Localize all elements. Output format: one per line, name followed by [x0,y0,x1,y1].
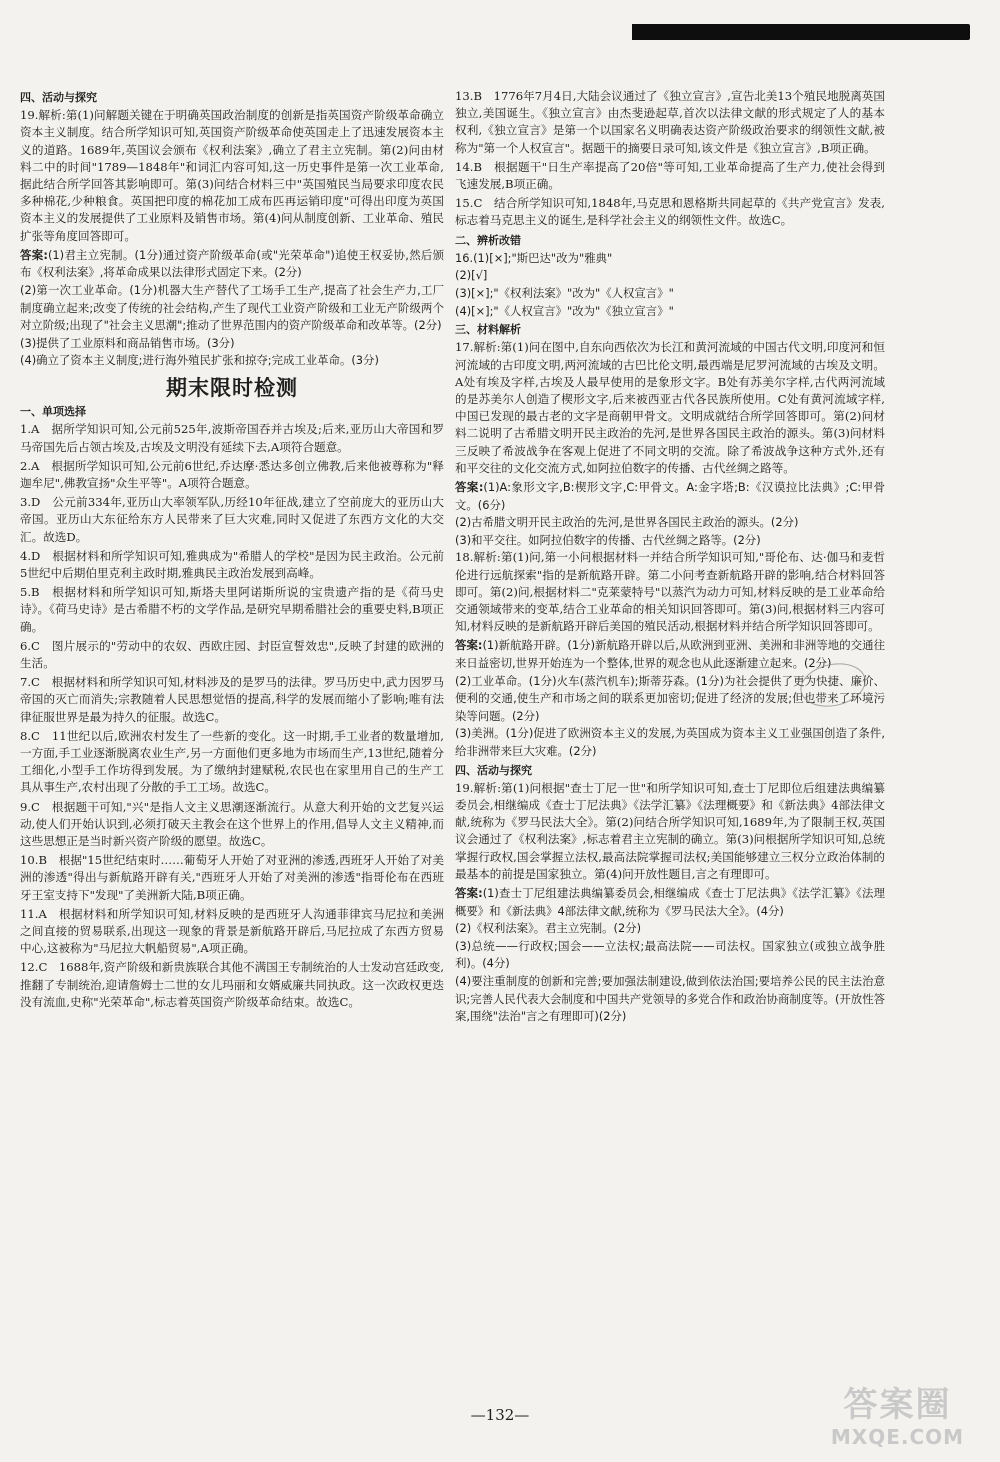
mc-item: 5.B 根据材料和所学知识可知,斯塔夫里阿诺斯所说的宝贵遗产指的是《荷马史诗》。《荷马史诗》是古希腊不朽的文学作品,是研究早期希腊社会的重要史料,B项正确。 [20,585,444,634]
right-column [455,88,885,1026]
judge-line: (2)[√] [455,268,488,283]
exam-title: 期末限时检测 [166,375,298,400]
mc-item: 3.D 公元前334年,亚历山大率领军队,历经10年征战,建立了空前庞大的亚历山大帝国。亚历山大东征给东方人民带来了巨大灾难,同时又促进了东西方文化的大交汇。故选D。 [20,495,444,544]
answer-line: (1)新航路开辟。(1分)新航路开辟以后,从欧洲到亚洲、美洲和非洲等地的交通往来日益密切,世界开始连为一个整体,世界的观念也从此逐渐建立起来。(2分) [455,638,885,671]
section-heading-activity-right: 四、活动与探究 [455,763,532,777]
answer-label: 答案: [455,886,483,900]
page-number: —132— [470,1406,530,1424]
q19-analysis-right: 19.解析:第(1)问根据"查士丁尼一世"和所学知识可知,查士丁尼即位后组建法典编纂委员会,相继编成《查士丁尼法典》《法学汇纂》《法理概要》和《新法典》4部法律文献,统称为《罗马民法大全》。第(2)问结合所学知识可知,1689年,为了限制王权,英国议会通过了《权利法案》,标志着君主立宪制的确立。第(3)问根据所学知识可知,总统掌握行政权,国会掌握立法权,最高法院掌握司法权;美国能够建立三权分立政治体制的最基本的前提是国家独立。第(4)问开放性题目,言之有理即可。 [455,780,885,881]
q18-analysis: 18.解析:第(1)问,第一小问根据材料一并结合所学知识可知,"哥伦布、达·伽马和麦哲伦进行远航探索"指的是新航路开辟。第二小问考查新航路开辟的影响,结合材料回答即可。第(2)问,根据材料二"克莱蒙特号"以蒸汽为动力可知,材料反映的是工业革命给交通领域带来的变革,结合工业革命的相关知识回答即可。第(3)问,根据材料三内容可知,材料反映的是新航路开辟后美国的殖民活动,根据材料并结合所学知识回答即可。 [455,550,885,634]
section-heading-material: 三、材料解析 [455,323,521,337]
judge-line: (4)[×];"《人权宣言》"改为"《独立宣言》" [455,303,674,318]
answer-line: (3)和平交往。如阿拉伯数字的传播、古代丝绸之路等。(2分) [455,532,761,547]
answer-line: (2)工业革命。(1分)火车(蒸汽机车);斯蒂芬森。(1分)为社会提供了更为快捷、廉价、便利的交通,使生产和市场之间的联系更加密切;促进了经济的发展;但也带来了环境污染等问题。(2分) [455,673,885,723]
answer-line: (4)确立了资本主义制度;进行海外殖民扩张和掠夺;完成工业革命。(3分) [20,353,379,368]
mc-item: 1.A 据所学知识可知,公元前525年,波斯帝国吞并古埃及;后来,亚历山大帝国和罗马帝国先后占领古埃及,古埃及文明没有延续下去,A项符合题意。 [20,422,444,454]
q17-answer [455,479,885,549]
mc-item: 6.C 图片展示的"劳动中的农奴、西欧庄园、封臣宣誓效忠",反映了封建的欧洲的生活。 [20,638,444,671]
judge-line: 16.(1)[×];"斯巴达"改为"雅典" [455,250,613,265]
mc-item: 2.A 根据所学知识可知,公元前6世纪,乔达摩·悉达多创立佛教,后来他被尊称为"释迦牟尼",佛教宣扬"众生平等"。A项符合题意。 [20,458,444,490]
mc-item: 9.C 根据题干可知,"兴"是指人文主义思潮逐渐流行。从意大利开始的文艺复兴运动,使人们开始认识到,必须打破天主教会在这个世界上的作用,倡导人文主义精神,而这些思想正是当时新兴资产阶级的愿望。故选C。 [20,799,444,849]
watermark-logo-text: 答案圈 [843,1385,952,1425]
site-watermark [815,1385,980,1455]
section-heading-activity: 四、活动与探究 [20,91,97,104]
mc-item: 10.B 根据"15世纪结束时……葡萄牙人开始了对亚洲的渗透,西班牙人开始了对美洲的渗透"得出与新航路开辟有关,"西班牙人开始了对美洲的渗透"指哥伦布在西班牙王室支持下"发现"了美洲新大陆,B项正确。 [20,853,444,902]
answer-line: (3)美洲。(1分)促进了欧洲资本主义的发展,为英国成为资本主义工业强国创造了条件,给非洲带来巨大灾难。(2分) [455,726,885,758]
left-column [20,88,444,1013]
judge-line: (3)[×];"《权利法案》"改为"《人权宣言》" [455,286,674,301]
answer-line: (1)A:象形文字,B:楔形文字,C:甲骨文。A:金字塔;B:《汉谟拉比法典》;C:甲骨文。(6分) [455,480,885,512]
answer-label: 答案: [455,480,484,495]
answer-label: 答案: [455,638,483,653]
q19-analysis: 19.解析:第(1)问解题关键在于明确英国政治制度的创新是指英国资产阶级革命确立资本主义制度。结合所学知识可知,英国资产阶级革命使英国走上了迅速发展资本主义的道路。1689年,英国议会颁布《权利法案》,确立了君主立宪制。第(2)问由材料二中的时间"1789—1848年"和词汇内容可知,这一历史事件是第一次工业革命,据此结合所学回答其影响即可。第(3)问结合材料三中"英国殖民当局要求印度农民多种棉花,少种粮食。英国把印度的棉花加工成布匹再运销印度"可得出印度为英国资本主义的发展提供了工业原料及销售市场。第(4)问从制度创新、工业革命、殖民扩张等角度回答即可。 [20,108,444,243]
answer-line: (2)第一次工业革命。(1分)机器大生产替代了工场手工生产,提高了社会生产力,工厂制度确立起来;改变了传统的社会结构,产生了现代工业资产阶级和工业无产阶级两个对立阶级;出现了"社会主义思潮";推动了世界范围内的资产阶级革命和改革等。(2分) [20,283,444,333]
mc-item: 15.C 结合所学知识可知,1848年,马克思和恩格斯共同起草的《共产党宣言》发表,标志着马克思主义的诞生,是科学社会主义的纲领性文件。故选C。 [455,196,885,228]
answer-line: (3)总统——行政权;国会——立法权;最高法院——司法权。国家独立(或独立战争胜利)。(4分) [455,938,885,971]
answer-line: (1)君主立宪制。(1分)通过资产阶级革命(或"光荣革命")追使王权妥协,然后颁布《权利法案》,将革命成果以法律形式固定下来。(2分) [20,247,444,280]
answer-line: (4)要注重制度的创新和完善;要加强法制建设,做到依法治国;要培养公民的民主法治意识;完善人民代表大会制度和中国共产党领导的多党合作和政治协商制度等。(开放性答案,围绕"法治"言之有理即可)(2分) [455,973,885,1024]
mc-list-right [455,88,885,230]
scan-edge-bar [632,24,970,40]
mc-item: 14.B 根据题干"日生产率提高了20倍"等可知,工业革命提高了生产力,使社会得到飞速发展,B项正确。 [455,159,885,192]
mc-item: 7.C 根据材料和所学知识可知,材料涉及的是罗马的法律。罗马历史中,武力因罗马帝国的灭亡而消失;宗教随着人民思想觉悟的提高,科学的发展而缩小了影响;唯有法律征服世界是最为持久的征服。故选C。 [20,675,444,724]
answer-line: (1)查士丁尼组建法典编纂委员会,相继编成《查士丁尼法典》《法学汇纂》《法理概要》和《新法典》4部法律文献,统称为《罗马民法大全》。(4分) [455,886,885,918]
section-heading-judge: 二、辨析改错 [455,233,521,247]
answer-label: 答案: [20,247,48,262]
section-heading-single-choice: 一、单项选择 [20,405,86,419]
mc-item: 8.C 11世纪以后,欧洲农村发生了一些新的变化。这一时期,手工业者的数量增加,一方面,手工业逐渐脱离农业生产,另一方面他们更多地为市场而生产,13世纪,随着分工细化,小型手工作坊得到发展。为了缴纳封建赋税,农民也在家里用自己的生产工具从事生产,农村出现了分散的手工工场。故选C。 [20,728,444,795]
mc-item: 12.C 1688年,资产阶级和新贵族联合其他不满国王专制统治的人士发动宫廷政变,推翻了专制统治,迎请詹姆士二世的女儿玛丽和女婿威廉共同执政。这一次政权更迭没有流血,史称"光荣革命",标志着英国资产阶级革命结束。故选C。 [20,960,444,1009]
judge-list [455,250,885,320]
answer-line: (2)古希腊文明开民主政治的先河,是世界各国民主政治的源头。(2分) [455,515,799,530]
mc-item: 13.B 1776年7月4日,大陆会议通过了《独立宣言》,宣告北美13个殖民地脱离英国独立,美国诞生。《独立宣言》由杰斐逊起草,首次以法律文献的形式规定了人的基本权利,《独立宣言》是第一个以国家名义明确表达资产阶级政治要求的纲领性文献,被称为"第一个人权宣言"。据题干的摘要日录可知,该文件是《独立宣言》,B项正确。 [455,89,885,155]
answer-line: (3)提供了工业原料和商品销售市场。(3分) [20,335,235,350]
answer-line: (2)《权利法案》。君主立宪制。(2分) [455,921,642,936]
watermark-url: MXQE.COM [830,1425,965,1449]
q19-answer-right [455,885,885,1026]
mc-item: 4.D 根据材料和所学知识可知,雅典成为"希腊人的学校"是因为民主政治。公元前5世纪中后期伯里克利主政时期,雅典民主政治发展到高峰。 [20,548,444,581]
q19-answer [20,247,444,370]
mc-item: 11.A 根据材料和所学知识可知,材料反映的是西班牙人沟通菲律宾马尼拉和美洲之间直接的贸易联系,出现这一现象的背景是新航路开辟后,马尼拉成了东西方贸易中心,这被称为"马尼拉大帆船贸易",A项正确。 [20,906,444,956]
q17-analysis: 17.解析:第(1)问在图中,自东向西依次为长江和黄河流域的中国古代文明,印度河和恒河流域的古印度文明,两河流域的古巴比伦文明,最西端是尼罗河流域的古埃及文明。A处有埃及字样,古埃及人最早使用的是象形文字。B处有苏美尔字样,古代两河流域的是苏美尔人创造了楔形文字,后来被西亚古代各民族所使用。C处有黄河流域字样,中国已发现的最古老的文字是商朝甲骨文。文明成就结合所学回答即可。第(2)问材料二说明了古希腊文明开民主政治的先河,是世界各国民主政治的源头。第(3)问材料三反映了希波战争在客观上促进了不同文明的交流。除了希波战争这种方式外,还有和平交往的文化交流方式,如阿拉伯数字的传播、古代丝绸之路等。 [455,340,885,475]
mc-list-left [20,421,444,1011]
